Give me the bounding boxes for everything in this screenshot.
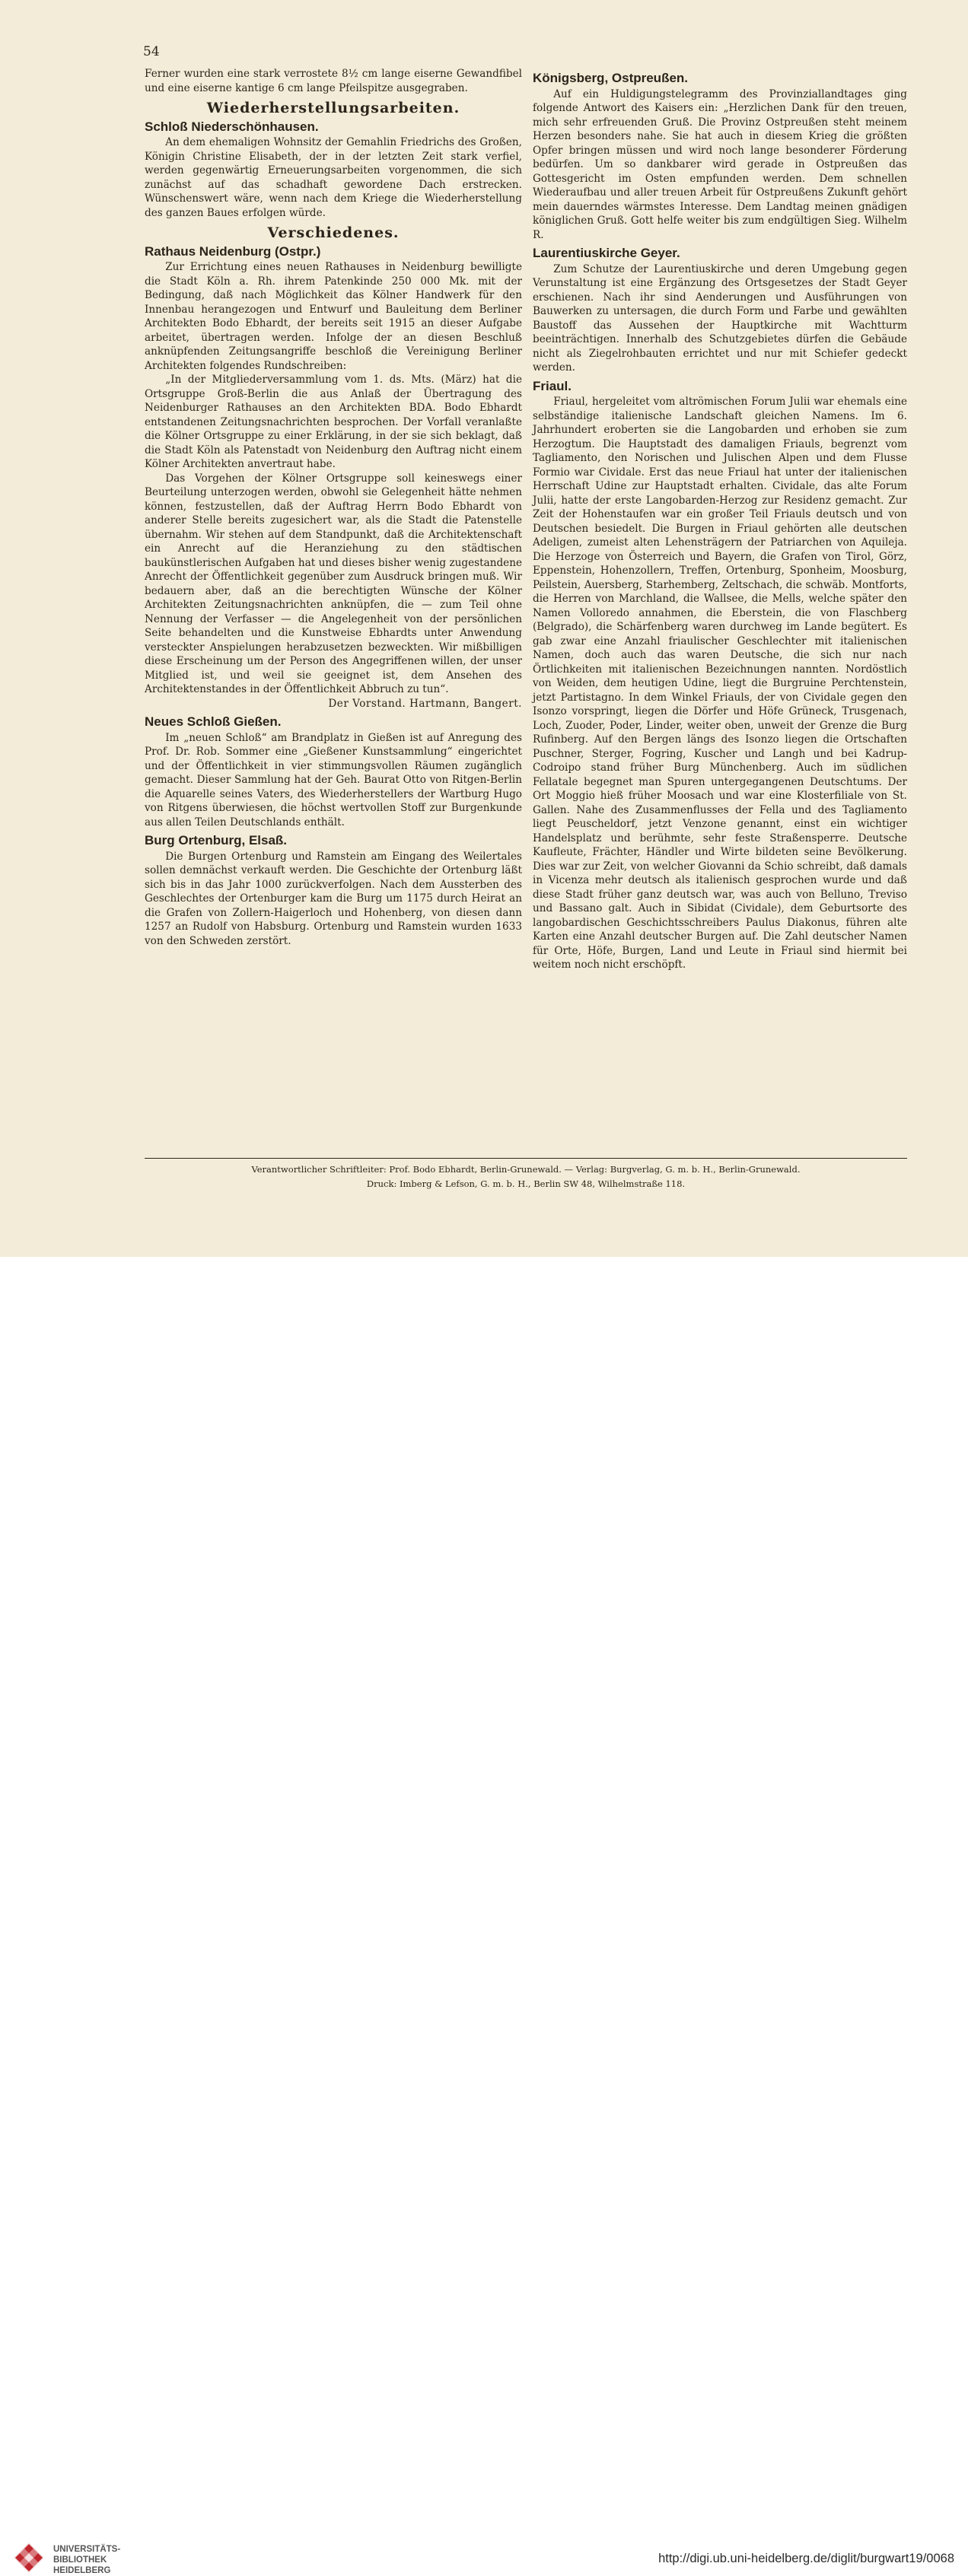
article-title-friaul: Friaul. [533,378,572,393]
article-paragraph: Das Vorgehen der Kölner Ortsgruppe soll keineswegs einer Beurteilung unterzogen werden, obwohl sie Gelegenheit hätte nehmen können, festzustellen, daß der Auftrag Herrn Bodo Ebhardt von anderer Stelle bereits zugesichert war, als die Stadt die Patenstelle übernahm. Wir stehen auf dem Standpunkt, daß die Architektenschaft ein Anrecht auf die Heranziehung zu den städtischen baukünstlerischen Aufgaben hat und dieses bisher wenig zugestandene Anrecht der Öffentlichkeit gegenüber zum Ausdruck bringen muß. Wir bedauern aber, daß an die berechtigten Wünsche der Kölner Architekten Zeitungsnachrichten anknüpfen, die — zum Teil ohne Nennung der Verfasser — die Angelegenheit von der persönlichen Seite behandelten und die Kunstweise Ebhardts unter Anwendung versteckter Anspielungen herabzusetzen bezweckten. Wir mißbilligen diese Erscheinung um der Person des Angegriffenen willen, der unser Mitglied ist, und weil sie geeignet ist, dem Ansehen des Architektenstandes in der Öffentlichkeit Abbruch zu tun“. [145,472,522,695]
article-paragraph: Zum Schutze der Laurentiuskirche und deren Umgebung gegen Verunstaltung ist eine Ergänzung des Ortsgesetzes der Stadt Geyer erschienen. Nach ihr sind Aenderungen und Ausführungen von Bauwerken zu untersagen, die durch Form und Farbe und gewählten Baustoff das Aussehen der Hauptkirche mit Wachtturm beeinträchtigen. Innerhalb des Schutzgebietes dürfen die Gebäude nicht als Ziegelrohbauten errichtet und nur mit Schiefer gedeckt werden. [533,262,907,374]
left-column [145,67,522,948]
imprint-editor-line: Verantwortlicher Schriftleiter: Prof. Bodo Ebhardt, Berlin-Grunewald. — Verlag: Burgverlag, G. m. b. H., Berlin-Grunewald. [251,1164,801,1175]
article-paragraph: „In der Mitgliederversammlung vom 1. ds. Mts. (März) hat die Ortsgruppe Groß-Berlin die aus Anlaß der Übertragung des Neidenburger Rathauses an den Architekten BDA. Bodo Ebhardt entstandenen Zeitungsnachrichten besprochen. Der Vorfall veranlaßte die Kölner Ortsgruppe zu einer Erklärung, in der sie sich beklagt, daß die Stadt Köln als Patenstadt von Neidenburg den Auftrag nicht einem Kölner Architekten anvertraut habe. [145,374,522,470]
section-title-restoration: Wiederherstellungsarbeiten. [206,100,460,116]
article-paragraph: Zur Errichtung eines neuen Rathauses in Neidenburg bewilligte die Stadt Köln a. Rh. ihrem Patenkinde 250 000 Mk. mit der Bedingung, daß nach Möglichkeit das Kölner Handwerk für den Innenbau herangezogen und Entwurf und Bauleitung dem Berliner Architekten Bodo Ebhardt, der bereits seit 1915 an dieser Aufgabe arbeitet, übertragen werden. Infolge der an diesen Beschluß anknüpfenden Zeitungsangriffe beschloß die Vereinigung Berliner Architekten folgendes Rundschreiben: [145,261,522,372]
article-title-niederschoenhausen: Schloß Niederschönhausen. [145,119,319,134]
article-signature: Der Vorstand. Hartmann, Bangert. [328,697,522,710]
scanned-page [0,0,968,1257]
article-paragraph: Auf ein Huldigungstelegramm des Provinziallandtages ging folgende Antwort des Kaisers ein: „Herzlichen Dank für den treuen, mich sehr erfreuenden Gruß. Die Provinz Ostpreußen steht meinem Herzen besonders nahe. Sie hat auch in diesem Krieg die größten Opfer bringen müssen und wird noch lange besonderer Förderung bedürfen. Um so dankbarer wird gerade in Ostpreußen das Gottesgericht im Osten empfunden werden. Dem schnellen Wiederaufbau und aller treuen Arbeit für Ostpreußens Zukunft gehört mein dauerndes wärmstes Interesse. Dem Landtag meinen gnädigen königlichen Gruß. Gott helfe weiter bis zum endgültigen Sieg. Wilhelm R. [533,87,907,241]
article-paragraph: Friaul, hergeleitet vom altrömischen Forum Julii war ehemals eine selbständige italienische Landschaft gleichen Namens. Im 6. Jahrhundert eroberten sie die Langobarden und erhoben sie zum Herzogtum. Die Hauptstadt des damaligen Friauls, begrenzt vom Tagliamento, den Norischen und Julischen Alpen und dem Flusse Formio war Cividale. Erst das neue Friaul hat unter der italienischen Herrschaft Udine zur Hauptstadt erhalten. Cividale, das alte Forum Julii, hatte der erste Langobarden-Herzog zur Residenz gemacht. Zur Zeit der Hohenstaufen war ein großer Teil Friauls deutsch und von Deutschen besiedelt. Die Burgen in Friaul gehörten alle deutschen Adeligen, zumeist alten Lehensträgern der Patriarchen von Aquileja. Die Herzoge von Österreich und Bayern, die Grafen von Tirol, Görz, Eppenstein, Hohenzollern, Treffen, Ortenburg, Sponheim, Moosburg, Peilstein, Auersberg, Starhemberg, Zeltschach, die schwäb. Montforts, die Herren von Marchland, die Wallsee, die Mells, welche später den Namen Volloredo annahmen, die Eberstein, die von Flaschberg (Belgrado), die Schärfenberg waren durchweg im Lande begütert. Es gab zwar eine Anzahl friaulischer Geschlechter mit italienischen Namen, doch auch das waren Deutsche, die sich nur nach Örtlichkeiten mit italienischen Bezeichnungen nannten. Nordöstlich von Weiden, dem heutigen Udine, liegt die Burgruine Perchtenstein, jetzt Partistagno. In dem Winkel Friauls, der von Cividale gegen den Isonzo vorspringt, liegen die Dörfer und Höfe Grüneck, Trusgenach, Loch, Zuoder, Poder, Linder, weiter oben, unweit der Grenze die Burg Rufinberg. Auf den Bergen längs des Isonzo liegen die Ortschaften Puschner, Sterger, Fogring, Kuscher und Langh und bei Kadrup-Codroipo stand früher Burg Münchenberg. Auch im südlichen Fellatale begegnet man Spuren untergegangenen Deutschtums. Der Ort Moggio hieß früher Moosach und war eine Klosterfiliale von St. Gallen. Nahe des Zusammenflusses der Fella und des Tagliamento liegt Peuscheldorf, jetzt Venzone genannt, einst ein wichtiger Handelsplatz und berühmte, sehr feste Straßensperre. Deutsche Kaufleute, Frächter, Händler und Wirte bildeten seine Bevölkerung. Dies war zur Zeit, von welcher Giovanni da Schio schreibt, daß damals in Vicenza mehr deutsch als italienisch gesprochen wurde und daß diese Stadt früher ganz deutsch war, was auch von Belluno, Treviso und Bassano galt. Auch in Sibidat (Cividale), dem Geburtsorte des langobardischen Geschichtsschreibers Paulus Diakonus, führen alte Karten eine Anzahl deutscher Burgen auf. Die Zahl deutscher Namen für Orte, Höfe, Burgen, Land und Leute in Friaul sind hiermit bei weitem noch nicht erschöpft. [533,396,907,971]
university-library-logo-icon [11,2539,47,2576]
intro-paragraph: Ferner wurden eine stark verrostete 8½ cm lange eiserne Gewandfibel und eine eiserne kantige 6 cm lange Pfeilspitze ausgegraben. [145,68,522,94]
footer-divider [145,1158,907,1159]
source-url-link[interactable]: http://digi.ub.uni-heidelberg.de/diglit/burgwart19/0068 [658,2552,954,2565]
library-bar [0,1257,968,2575]
library-name: UNIVERSITÄTS- BIBLIOTHEK HEIDELBERG [53,2545,121,2575]
right-column [533,67,907,972]
article-paragraph: Im „neuen Schloß“ am Brandplatz in Gießen ist auf Anregung des Prof. Dr. Rob. Sommer eine „Gießener Kunstsammlung“ eingerichtet und der Öffentlichkeit in vier stimmungsvollen Räumen zugänglich gemacht. Dieser Sammlung hat der Geh. Baurat Otto von Ritgen-Berlin die Aquarelle seines Vaters, des Wiederherstellers der Wartburg Hugo von Ritgens überwiesen, die höchst wertvollen Stoff zur Burgenkunde aus allen Teilen Deutschlands enthält. [145,731,522,828]
article-title-neidenburg: Rathaus Neidenburg (Ostpr.) [145,243,321,259]
article-paragraph: Die Burgen Ortenburg und Ramstein am Eingang des Weilertales sollen demnächst verkauft werden. Die Geschichte der Ortenburg läßt sich bis in das Jahr 1000 zurückverfolgen. Nach dem Aussterben des Geschlechtes der Ortenburger kam die Burg um 1175 durch Heirat an die Grafen von Zollern-Haigerloch und Hohenberg, von diesen dann 1257 an Rudolf von Habsburg. Ortenburg und Ramstein wurden 1633 von den Schweden zerstört. [145,850,522,947]
section-title-miscellaneous: Verschiedenes. [267,224,400,241]
article-title-giessen: Neues Schloß Gießen. [145,714,282,729]
article-title-geyer: Laurentiuskirche Geyer. [533,246,680,260]
page-number: 54 [143,44,160,59]
imprint-printer-line: Druck: Imberg & Lefson, G. m. b. H., Berlin SW 48, Wilhelmstraße 118. [366,1178,686,1189]
article-title-ortenburg: Burg Ortenburg, Elsaß. [145,833,288,848]
article-paragraph: An dem ehemaligen Wohnsitz der Gemahlin Friedrichs des Großen, Königin Christine Elisabeth, der in der letzten Zeit stark verfiel, werden gegenwärtig Erneuerungsarbeiten vorgenommen, die sich zunächst auf das schadhaft gewordene Dach erstrecken. Wünschenswert wäre, wenn nach dem Kriege die Wiederherstellung des ganzen Baues erfolgen würde. [145,136,522,219]
article-title-koenigsberg: Königsberg, Ostpreußen. [533,71,689,85]
imprint-footer [145,1162,907,1191]
